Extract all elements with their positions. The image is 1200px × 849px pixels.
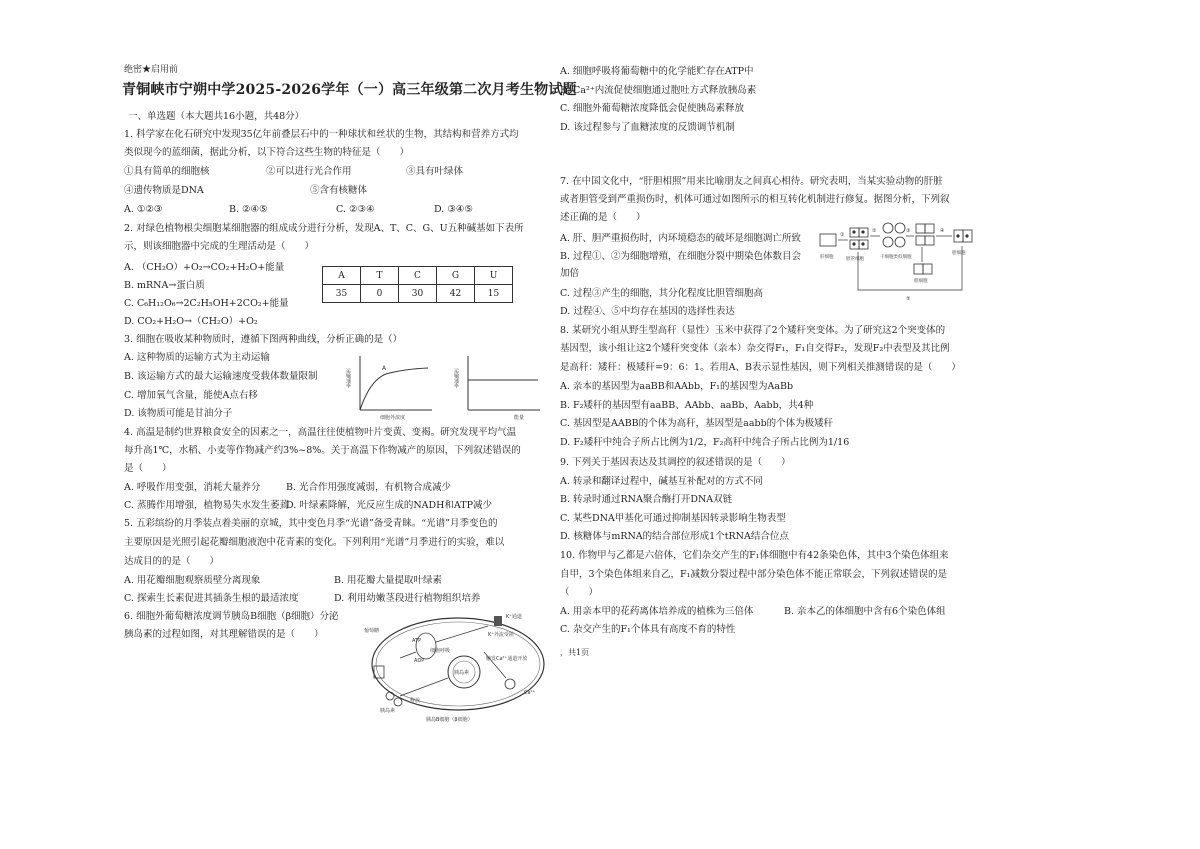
q3-stem: 3. 细胞在吸收某种物质时，遵循下图两种曲线，分析正确的是（）: [124, 334, 403, 345]
q6-option-b[interactable]: B. Ca²⁺内流促使细胞通过胞吐方式释放胰岛素: [560, 85, 757, 96]
q7-option-d[interactable]: D. 过程④、⑤中均存在基因的选择性表达: [560, 306, 735, 317]
diagram-label-stem-like: 干细胞类似细胞: [880, 255, 912, 260]
diagram-caption: 胰岛B细胞（β细胞）: [426, 717, 473, 723]
q8-option-d[interactable]: D. F₂矮秆中纯合子所占比例为1/2，F₂高秆中纯合子所占比例为1/16: [560, 437, 850, 448]
diagram-label-bile-cell-a: 胆细胞: [914, 279, 928, 284]
section-heading: 一、单选题（本大题共16小题，共48分）: [128, 111, 305, 122]
table-header-cell: C: [399, 267, 437, 285]
q1-option-d[interactable]: D. ③④⑤: [434, 204, 473, 215]
q2-option-a[interactable]: A. （CH₂O）+O₂→CO₂+H₂O+能量: [124, 262, 285, 273]
q2-stem-2: 示，则该细胞器中完成的生理活动是（ ）: [124, 241, 315, 252]
q2-option-c[interactable]: C. C₆H₁₂O₆→2C₂H₅OH+2CO₂+能量: [124, 298, 289, 309]
diagram-label-glucose: 葡萄糖: [364, 628, 380, 634]
q1-option-a[interactable]: A. ①②③: [124, 204, 163, 215]
q1-item-2: ②可以进行光合作用: [266, 166, 352, 177]
q3-graph-energy: [454, 350, 544, 422]
diagram-label-adp: ADP: [414, 658, 425, 664]
q8-stem-2: 基因型，该小组让这2个矮秆突变体（亲本）杂交得F₁，F₁自交得F₂，发现F₂中表型及其比例: [560, 343, 950, 354]
diagram-label-release: 释放: [410, 698, 421, 704]
q6-stem-1: 6. 细胞外葡萄糖浓度调节胰岛B细胞（β细胞）分泌: [124, 611, 339, 622]
graph1-point-label: A: [382, 365, 387, 372]
table-header-cell: G: [437, 267, 475, 285]
q1-item-4: ④遗传物质是DNA: [124, 185, 204, 196]
q7-option-c[interactable]: C. 过程③产生的细胞，其分化程度比胆管细胞高: [560, 288, 763, 299]
q10-option-b[interactable]: B. 亲本乙的体细胞中含有6个染色体组: [784, 606, 946, 617]
q9-option-a[interactable]: A. 转录和翻译过程中，碱基互补配对的方式不同: [560, 476, 763, 487]
table-cell: 35: [323, 285, 361, 303]
table-header-row: [323, 267, 513, 285]
q5-stem-3: 达成目的的是（ ）: [124, 556, 220, 567]
step-4-label: ④: [940, 228, 945, 234]
q8-stem-3: 是高秆：矮秆：极矮秆=9：6：1。若用A、B表示显性基因，则下列相关推测错误的是（ ）: [560, 362, 961, 373]
diagram-label-bile-cell-b: 胆细胞: [952, 251, 966, 256]
graph2-xlabel: 能量: [514, 415, 525, 421]
q10-stem-1: 10. 作物甲与乙都是六倍体，它们杂交产生的F₁体细胞中有42条染色体，其中3个染色体组来: [560, 550, 949, 561]
diagram-label-insulin-out: 胰岛素: [380, 708, 396, 714]
q3-option-d[interactable]: D. 该物质可能是甘油分子: [124, 408, 233, 419]
q3-option-c[interactable]: C. 增加氧气含量，能使A点右移: [124, 390, 258, 401]
q1-option-b[interactable]: B. ②④⑤: [229, 204, 268, 215]
q6-stem-2: 胰岛素的过程如图，对其理解错误的是（ ）: [124, 629, 324, 640]
q4-stem-1: 4. 高温是制约世界粮食安全的因素之一，高温往往使植物叶片变黄、变褐。研究发现平均气温: [124, 427, 517, 438]
q7-stem-3: 述正确的是（ ）: [560, 212, 646, 223]
q2-option-b[interactable]: B. mRNA→蛋白质: [124, 280, 205, 291]
secret-label: 绝密★启用前: [124, 65, 179, 75]
diagram-label-liver: 肝细胞: [820, 255, 834, 260]
diagram-label-k-channel: K⁺通道: [506, 614, 522, 620]
q1-item-3: ③具有叶绿体: [406, 166, 464, 177]
diagram-label-respiration: 细胞呼吸: [430, 648, 451, 654]
q7-stem-1: 7. 在中国文化中，“肝胆相照”用来比喻朋友之间真心相待。研究表明，当某实验动物的肝脏: [560, 176, 943, 187]
q8-option-b[interactable]: B. F₂矮秆的基因型有aaBB、AAbb、aaBb、Aabb，共4种: [560, 400, 814, 411]
beta-cell-diagram: [360, 612, 556, 724]
q2-stem-1: 2. 对绿色植物根尖细胞某细胞器的组成成分进行分析，发现A、T、C、G、U五种碱基如下表所: [124, 223, 524, 234]
q4-option-a[interactable]: A. 呼吸作用变强，消耗大量养分: [124, 482, 261, 493]
q5-option-c[interactable]: C. 探索生长素促进其插条生根的最适浓度: [124, 593, 299, 604]
q5-option-d[interactable]: D. 利用幼嫩茎段进行植物组织培养: [334, 593, 481, 604]
liver-repair-diagram: [816, 214, 996, 306]
q10-option-a[interactable]: A. 用亲本甲的花药离体培养成的植株为三倍体: [560, 606, 754, 617]
q8-option-a[interactable]: A. 亲本的基因型为aaBB和AAbb，F₁的基因型为AaBb: [560, 381, 794, 392]
q2-option-d[interactable]: D. CO₂+H₂O→（CH₂O）+O₂: [124, 316, 258, 327]
q5-option-b[interactable]: B. 用花瓣大量提取叶绿素: [334, 575, 443, 586]
q9-option-d[interactable]: D. 核糖体与mRNA的结合部位形成1个tRNA结合位点: [560, 531, 789, 542]
graph2-ylabel: 运输速率: [453, 368, 459, 388]
q3-option-a[interactable]: A. 这种物质的运输方式为主动运输: [124, 352, 270, 363]
q1-option-c[interactable]: C. ②③④: [336, 204, 375, 215]
q8-option-c[interactable]: C. 基因型是AABB的个体为高秆，基因型是aabb的个体为极矮秆: [560, 418, 834, 429]
table-cell: 30: [399, 285, 437, 303]
q7-stem-2: 或者胆管受到严重损伤时，机体可通过如图所示的相互转化机制进行修复。据图分析，下列叙: [560, 194, 950, 205]
q6-option-a[interactable]: A. 细胞呼吸将葡萄糖中的化学能贮存在ATP中: [560, 66, 754, 77]
q10-option-c[interactable]: C. 杂交产生的F₁个体具有高度不育的特性: [560, 624, 736, 635]
table-row: [323, 285, 513, 303]
q9-option-b[interactable]: B. 转录时通过RNA聚合酶打开DNA双链: [560, 494, 733, 505]
diagram-label-bile-duct: 胆管细胞: [846, 257, 864, 262]
page-footer: ，共1页: [560, 648, 590, 657]
q9-stem: 9. 下列关于基因表达及其调控的叙述错误的是（ ）: [560, 457, 791, 468]
q6-option-c[interactable]: C. 细胞外葡萄糖浓度降低会促使胰岛素释放: [560, 103, 744, 114]
q4-option-d[interactable]: D. 叶绿素降解，光反应生成的NADH和ATP减少: [286, 500, 492, 511]
diagram-label-atp: ATP: [412, 638, 422, 644]
graph1-ylabel: 运输速率: [345, 368, 351, 388]
q1-item-1: ①具有简单的细胞核: [124, 166, 210, 177]
base-table: [322, 266, 513, 303]
table-header-cell: U: [475, 267, 513, 285]
q7-option-b[interactable]: B. 过程①、②为细胞增殖，在细胞分裂中期染色体数目会: [560, 251, 802, 262]
q1-item-5: ⑤含有核糖体: [310, 185, 368, 196]
q4-option-c[interactable]: C. 蒸腾作用增强，植物易失水发生萎蔫: [124, 500, 289, 511]
q5-stem-2: 主要原因是光照引起花瓣细胞液泡中花青素的变化。下列利用“光谱”月季进行的实验，难以: [124, 537, 505, 548]
diagram-label-insulin-inner: 胰岛素: [454, 670, 470, 676]
q1-stem-1: 1. 科学家在化石研究中发现35亿年前叠层石中的一种球状和丝状的生物，其结构和营养方式均: [124, 129, 519, 140]
table-cell: 15: [475, 285, 513, 303]
q7-option-a[interactable]: A. 肝、胆严重损伤时，内环境稳态的破坏是细胞凋亡所致: [560, 233, 801, 244]
step-3-label: ③: [906, 228, 911, 234]
q10-stem-3: （ ）: [560, 587, 599, 598]
q1-stem-2: 类似现今的蓝细菌，据此分析，以下符合这些生物的特征是（ ）: [124, 147, 410, 158]
q3-option-b[interactable]: B. 该运输方式的最大运输速度受载体数量限制: [124, 371, 318, 382]
q5-stem-1: 5. 五彩缤纷的月季装点着美丽的京城，其中变色月季“光谱”备受青睐。“光谱”月季变色的: [124, 518, 498, 529]
q10-stem-2: 自甲，3个染色体组来自乙，F₁减数分裂过程中部分染色体不能正常联会，下列叙述错误的是: [560, 569, 947, 580]
table-header-cell: T: [361, 267, 399, 285]
step-5-label: ⑤: [906, 296, 911, 302]
q3-graph-concentration: [346, 350, 436, 422]
table-cell: 0: [361, 285, 399, 303]
diagram-label-ca-open: 触发Ca²⁺通道开放: [486, 656, 528, 662]
q4-stem-3: 是（ ）: [124, 463, 172, 474]
q5-option-a[interactable]: A. 用花瓣细胞观察质壁分离现象: [124, 575, 261, 586]
step-2-label: ②: [872, 228, 877, 234]
q6-option-d[interactable]: D. 该过程参与了血糖浓度的反馈调节机制: [560, 122, 735, 133]
table-cell: 42: [437, 285, 475, 303]
q7-option-b-cont: 加倍: [560, 268, 580, 279]
q9-option-c[interactable]: C. 某些DNA甲基化可通过抑制基因转录影响生物表型: [560, 513, 786, 524]
diagram-label-ca: Ca²⁺: [524, 690, 536, 696]
page-title: 青铜峡市宁朔中学2025-2026学年（一）高三年级第二次月考生物试题: [122, 82, 577, 98]
q4-option-b[interactable]: B. 光合作用强度减弱，有机物合成减少: [286, 482, 452, 493]
diagram-label-k-blocked: K⁺外流受阻: [488, 632, 514, 638]
q4-stem-2: 每升高1℃，水稻、小麦等作物减产约3%~8%。关于高温下作物减产的原因，下列叙述错误的: [124, 445, 521, 456]
graph1-xlabel: 细胞外浓度: [380, 415, 406, 421]
step-1-label: ①: [840, 232, 845, 238]
q8-stem-1: 8. 某研究小组从野生型高秆（显性）玉米中获得了2个矮秆突变体。为了研究这2个突变体的: [560, 325, 946, 336]
table-header-cell: A: [323, 267, 361, 285]
